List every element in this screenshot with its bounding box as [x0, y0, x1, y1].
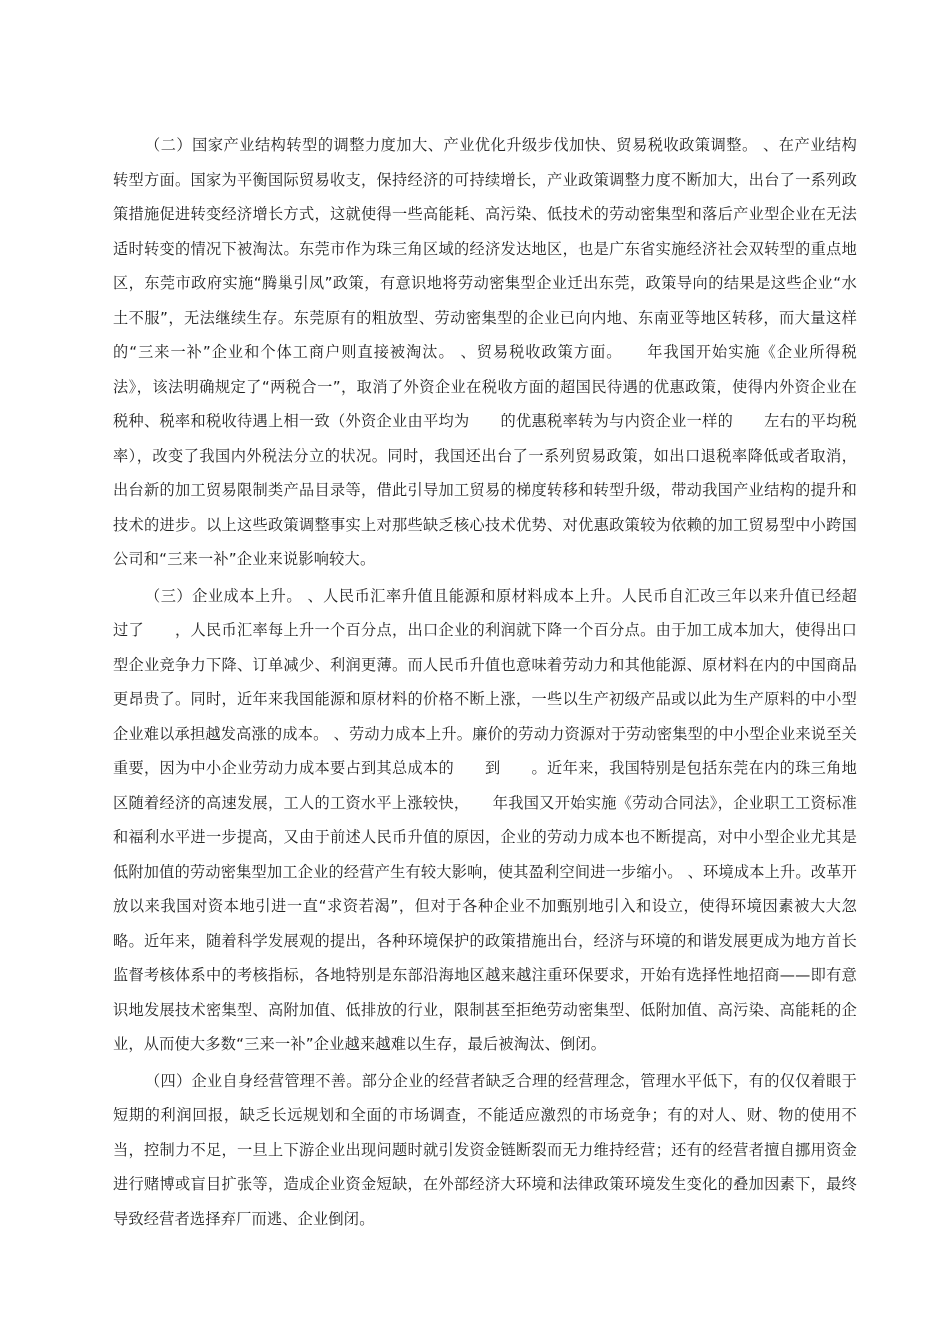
- paragraph-industrial-policy: （二）国家产业结构转型的调整力度加大、产业优化升级步伐加快、贸易税收政策调整。 、在产业结构转型方面。国家为平衡国际贸易收支，保持经济的可持续增长，产业政策调整力度不断加大，出台了一系列政策措施促进转变经济增长方式，这就使得一些高能耗、高污染、低技术的劳动密集型和落后产业型企业在无法适时转变的情况下被淘汰。东莞市作为珠三角区域的经济发达地区，也是广东省实施经济社会双转型的重点地区，东莞市政府实施“腾巢引凤”政策，有意识地将劳动密集型企业迁出东莞，政策导向的结果是这些企业“水土不服”，无法继续生存。东莞原有的粗放型、劳动密集型的企业已向内地、东南亚等地区转移，而大量这样的“三来一补”企业和个体工商户则直接被淘汰。 、贸易税收政策方面。 年我国开始实施《企业所得税法》，该法明确规定了“两税合一”，取消了外资企业在税收方面的超国民待遇的优惠政策，使得内外资企业在税种、税率和税收待遇上相一致（外资企业由平均为 的优惠税率转为与内资企业一样的 左右的平均税率），改变了我国内外税法分立的状况。同时，我国还出台了一系列贸易政策，如出口退税率降低或者取消，出台新的加工贸易限制类产品目录等，借此引导加工贸易的梯度转移和转型升级，带动我国产业结构的提升和技术的进步。以上这些政策调整事实上对那些缺乏核心技术优势、对优惠政策较为依赖的加工贸易型中小跨国公司和“三来一补”企业来说影响较大。: [113, 136, 857, 568]
- paragraph-poor-management: （四）企业自身经营管理不善。部分企业的经营者缺乏合理的经营理念，管理水平低下，有的仅仅着眼于短期的利润回报，缺乏长远规划和全面的市场调查，不能适应激烈的市场竞争；有的对人、财、物的使用不当，控制力不足，一旦上下游企业出现问题时就引发资金链断裂而无力维持经营；还有的经营者擅自挪用资金进行赌博或盲目扩张等，造成企业资金短缺，在外部经济大环境和法律政策环境发生变化的叠加因素下，最终导致经营者选择弃厂而逃、企业倒闭。: [113, 1071, 857, 1228]
- document-body: [113, 126, 857, 1236]
- paragraph-rising-costs: （三）企业成本上升。 、人民币汇率升值且能源和原材料成本上升。人民币自汇改三年以来升值已经超过了 ，人民币汇率每上升一个百分点，出口企业的利润就下降一个百分点。由于加工成本加大，使得出口型企业竞争力下降、订单减少、利润更薄。而人民币升值也意味着劳动力和其他能源、原材料在内的中国商品更昂贵了。同时，近年来我国能源和原材料的价格不断上涨，一些以生产初级产品或以此为生产原料的中小型企业难以承担越发高涨的成本。 、劳动力成本上升。廉价的劳动力资源对于劳动密集型的中小型企业来说至关重要，因为中小企业劳动力成本要占到其总成本的 到 。近年来，我国特别是包括东莞在内的珠三角地区随着经济的高速发展，工人的工资水平上涨较快， 年我国又开始实施《劳动合同法》，企业职工工资标准和福利水平进一步提高，又由于前述人民币升值的原因，企业的劳动力成本也不断提高，对中小型企业尤其是低附加值的劳动密集型加工企业的经营产生有较大影响，使其盈利空间进一步缩小。 、环境成本上升。改革开放以来我国对资本地引进一直“求资若渴”，但对于各种企业不加甄别地引入和设立，使得环境因素被大大忽略。近年来，随着科学发展观的提出，各种环境保护的政策措施出台，经济与环境的和谐发展更成为地方首长监督考核体系中的考核指标，各地特别是东部沿海地区越来越注重环保要求，开始有选择性地招商——即有意识地发展技术密集型、高附加值、低排放的行业，限制甚至拒绝劳动密集型、低附加值、高污染、高能耗的企业，从而使大多数“三来一补”企业越来越难以生存，最后被淘汰、倒闭。: [113, 586, 857, 1053]
